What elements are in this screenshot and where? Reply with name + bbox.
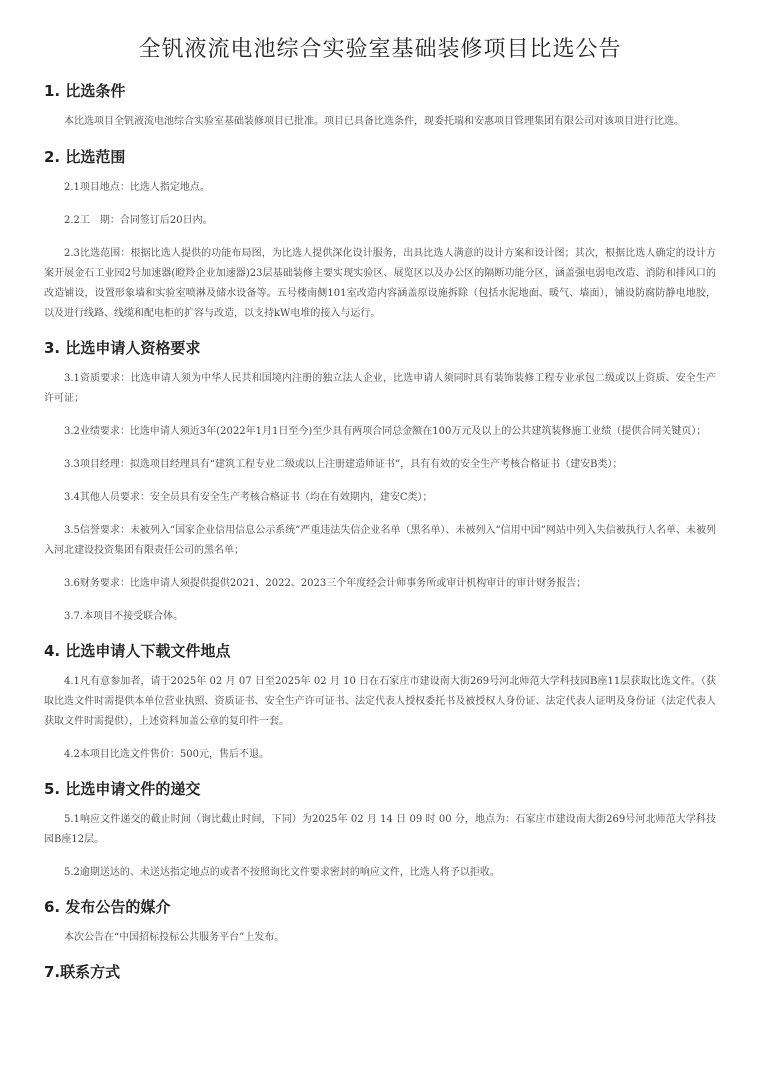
paragraph: 4.2本项目比选文件售价：500元，售后不退。 — [64, 749, 269, 760]
paragraph: 本次公告在“中国招标投标公共服务平台”上发布。 — [64, 932, 285, 943]
section-heading: 2. 比选范围 — [44, 148, 126, 166]
paragraph: 4.1凡有意参加者，请于2025年 02 月 07 日至2025年 02 月 10 日在石家庄市建设南大街269号河北师范大学科技园B座11层获取比选文件。（获取比选文件时需提供本单位营业执照、资质证书、安全生产许可证书、法定代表人授权委托书及被授权人身份证、法定代表人证明及身份证（法定代表人获取文件时需提供），上述资料加盖公章的复印件一套。 — [44, 676, 716, 727]
paragraph: 2.3比选范围：根据比选人提供的功能布局图，为比选人提供深化设计服务，出具比选人满意的设计方案和设计图；其次，根据比选人确定的设计方案开展金石工业园2号加速器(瞪羚企业加速器)23层基础装修主要实现实验区、展览区以及办公区的隔断功能分区，涵盖强电弱电改造、消防和排风口的改造铺设，设置形象墙和实验室喷淋及储水设备等。五号楼南侧101室改造内容涵盖原设施拆除（包括水泥地面、暖气、墙面），铺设防腐防静电地胶，以及进行线路、线缆和配电柜的扩容与改造，以支持kW电堆的接入与运行。 — [44, 248, 716, 319]
section-heading: 6. 发布公告的媒介 — [44, 898, 171, 916]
paragraph: 3.5信誉要求：未被列入“国家企业信用信息公示系统”严重违法失信企业名单（黑名单）、未被列入“信用中国”网站中列入失信被执行人名单、未被列入河北建设投资集团有限责任公司的黑名单； — [44, 525, 716, 556]
paragraph: 3.1资质要求：比选申请人须为中华人民共和国境内注册的独立法人企业，比选申请人须同时具有装饰装修工程专业承包二级或以上资质、安全生产许可证； — [44, 373, 716, 404]
paragraph: 3.2业绩要求：比选申请人须近3年(2022年1月1日至今)至少具有两项合同总金额在100万元及以上的公共建筑装修施工业绩（提供合同关键页）； — [64, 426, 707, 437]
section-publication-media — [44, 896, 716, 948]
page-title: 全钒液流电池综合实验室基础装修项目比选公告 — [138, 37, 622, 62]
section-contact — [44, 961, 716, 983]
section-heading: 4. 比选申请人下载文件地点 — [44, 642, 231, 660]
paragraph: 2.2工 期：合同签订后20日内。 — [64, 215, 213, 226]
section-document-download — [44, 640, 716, 765]
section-bidding-conditions — [44, 80, 716, 132]
section-heading: 3. 比选申请人资格要求 — [44, 339, 201, 357]
section-heading: 7.联系方式 — [44, 963, 121, 981]
section-heading: 5. 比选申请文件的递交 — [44, 780, 201, 798]
paragraph: 本比选项目全钒液流电池综合实验室基础装修项目已批准。项目已具备比选条件，现委托瑞和安惠项目管理集团有限公司对该项目进行比选。 — [64, 116, 684, 127]
section-qualification-requirements — [44, 337, 716, 627]
section-heading: 1. 比选条件 — [44, 82, 126, 100]
section-bidding-scope — [44, 146, 716, 324]
paragraph: 3.3项目经理：拟选项目经理具有“建筑工程专业二级或以上注册建造师证书”，具有有效的安全生产考核合格证书（建安B类）； — [64, 459, 623, 470]
paragraph: 5.2逾期送达的、未送达指定地点的或者不按照询比文件要求密封的响应文件，比选人将予以拒收。 — [64, 867, 500, 878]
paragraph: 3.6财务要求：比选申请人须提供提供2021、2022、2023三个年度经会计师事务所或审计机构审计的审计财务报告； — [64, 578, 587, 589]
paragraph: 5.1响应文件递交的截止时间（询比截止时间，下同）为2025年 02 月 14 日 09 时 00 分，地点为：石家庄市建设南大街269号河北师范大学科技园B座12层。 — [44, 814, 716, 845]
paragraph: 3.7.本项目不接受联合体。 — [64, 611, 184, 622]
section-submission — [44, 778, 716, 883]
paragraph: 3.4其他人员要求：安全员具有安全生产考核合格证书（均在有效期内，建安C类）； — [64, 492, 433, 503]
paragraph: 2.1项目地点：比选人指定地点。 — [64, 182, 210, 193]
